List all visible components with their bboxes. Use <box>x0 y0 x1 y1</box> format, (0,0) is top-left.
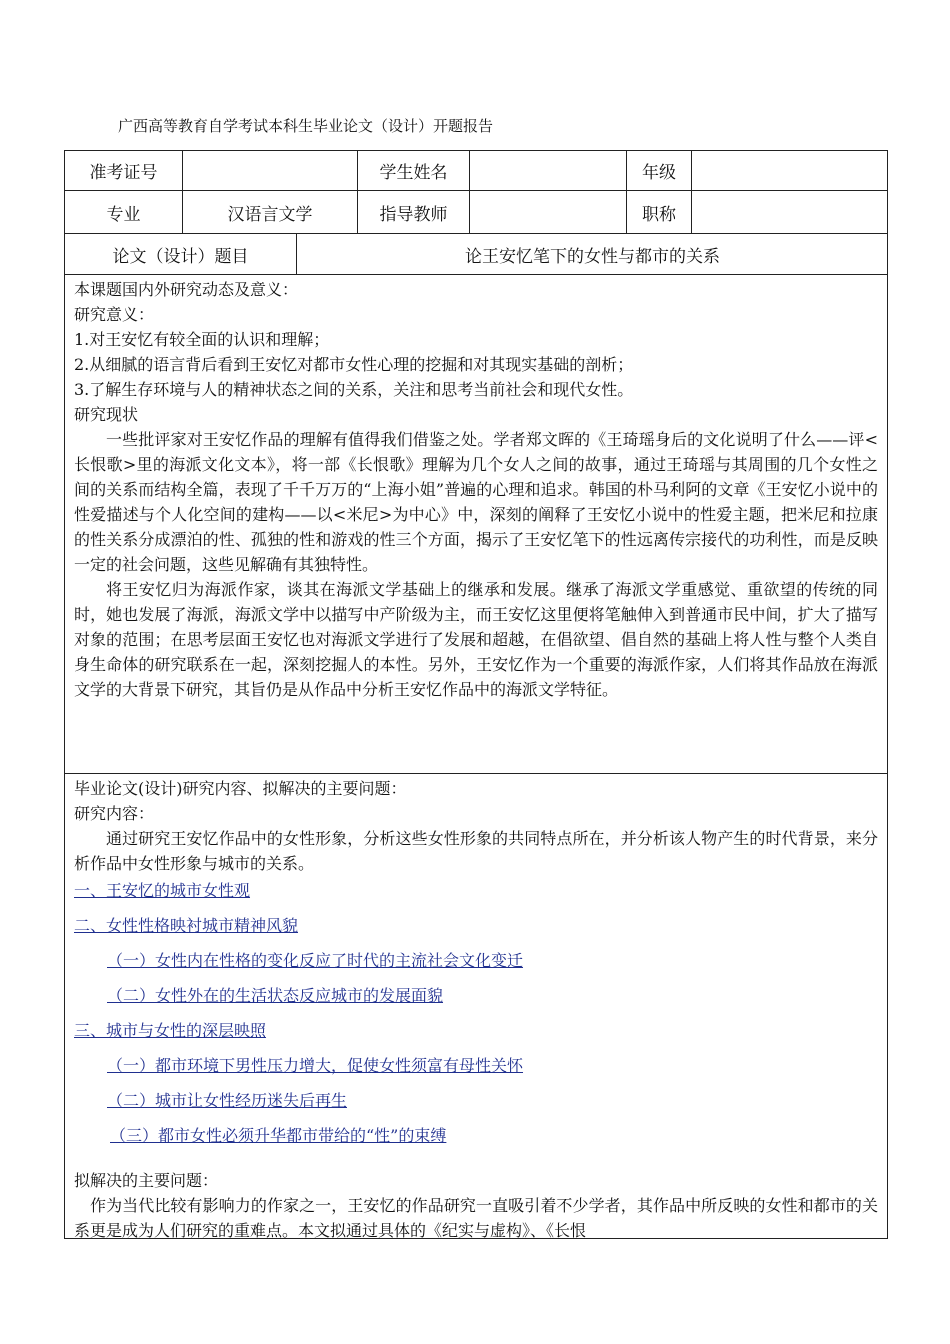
status-label: 研究现状 <box>74 405 139 424</box>
section-heading: 本课题国内外研究动态及意义： <box>74 280 299 299</box>
row-divider <box>65 274 887 275</box>
status-paragraph: 一些批评家对王安忆作品的理解有值得我们借鉴之处。学者郑文晖的《王琦瑶身后的文化说明了什么——评<长恨歌>里的海派文化文本》，将一部《长恨歌》理解为几个女人之间的故事，通过王琦瑶与其周围的几个女性之间的关系而结构全篇，表现了千千万万的“上海小姐”普遍的心理和追求。韩国的朴马利阿的文章《王安忆小说中的性爱描述与个人化空间的建构——以<米尼>为中心》中，深刻的阐释了王安忆小说中的性爱主题，把米尼和拉康的性关系分成漂泊的性、孤独的性和游戏的性三个方面，揭示了王安忆笔下的性远离传宗接代的功利性，而是反映一定的社会问题，这些见解确有其独特性。 <box>74 430 878 574</box>
grade-label: 年级 <box>642 163 676 183</box>
significance-point: 2.从细腻的语言背后看到王安忆对都市女性心理的挖掘和对其现实基础的剖析； <box>74 355 634 374</box>
problems-label: 拟解决的主要问题： <box>74 1171 219 1190</box>
thesis-title-label: 论文（设计）题目 <box>112 246 249 267</box>
major-label: 专业 <box>106 204 141 225</box>
title-rank-field[interactable] <box>692 191 888 233</box>
problems-paragraph: 作为当代比较有影响力的作家之一，王安忆的作品研究一直吸引着不少学者，其作品中所反映的女性和都市的关系更是成为人们研究的重难点。本文拟通过具体的《纪实与虚构》、《长恨 <box>74 1196 878 1240</box>
section-divider <box>65 773 887 774</box>
title-rank-label: 职称 <box>642 204 676 225</box>
proposal-form <box>64 150 888 1239</box>
status-paragraph: 将王安忆归为海派作家，谈其在海派文学基础上的继承和发展。继承了海派文学重感觉、重欲望的传统的同时，她也发展了海派，海派文学中以描写中产阶级为主，而王安忆这里便将笔触伸入到普通市民中间，扩大了描写对象的范围；在思考层面王安忆也对海派文学进行了发展和超越，在倡欲望、倡自然的基础上将人性与整个人类自身生命体的研究联系在一起，深刻挖掘人的本性。另外，王安忆作为一个重要的海派作家，人们将其作品放在海派文学的大背景下研究，其旨仍是从作品中分析王安忆作品中的海派文学特征。 <box>74 580 878 699</box>
significance-point: 1.对王安忆有较全面的认识和理解； <box>74 330 330 349</box>
advisor-field[interactable] <box>470 191 626 233</box>
outline-link[interactable]: （二）女性外在的生活状态反应城市的发展面貌 <box>107 986 444 1005</box>
exam-number-field[interactable] <box>183 151 357 190</box>
major-field: 汉语言文学 <box>227 204 313 225</box>
page-header-title: 广西高等教育自学考试本科生毕业论文（设计）开题报告 <box>118 117 494 135</box>
content-label: 研究内容： <box>74 804 155 823</box>
research-content-section <box>74 776 878 1243</box>
content-paragraph: 通过研究王安忆作品中的女性形象，分析这些女性形象的共同特点所在，并分析该人物产生的时代背景，来分析作品中女性形象与城市的关系。 <box>74 829 878 873</box>
student-name-field[interactable] <box>470 151 626 190</box>
outline-link[interactable]: （二）城市让女性经历迷失后再生 <box>107 1091 348 1110</box>
outline-link[interactable]: 一、王安忆的城市女性观 <box>74 881 251 900</box>
thesis-title-value: 论王安忆笔下的女性与都市的关系 <box>465 246 720 267</box>
grade-field[interactable] <box>692 151 888 190</box>
outline-link[interactable]: （一）都市环境下男性压力增大，促使女性须富有母性关怀 <box>107 1056 524 1075</box>
outline-link[interactable]: （三）都市女性必须升华都市带给的“性”的束缚 <box>110 1126 447 1145</box>
significance-label: 研究意义： <box>74 305 155 324</box>
exam-number-label: 准考证号 <box>89 163 158 183</box>
advisor-label: 指导教师 <box>379 204 448 225</box>
outline-link[interactable]: 三、城市与女性的深层映照 <box>74 1021 267 1040</box>
outline-link[interactable]: （一）女性内在性格的变化反应了时代的主流社会文化变迁 <box>107 951 524 970</box>
research-background-section <box>74 277 878 702</box>
significance-point: 3.了解生存环境与人的精神状态之间的关系，关注和思考当前社会和现代女性。 <box>74 380 634 399</box>
outline-link[interactable]: 二、女性性格映衬城市精神风貌 <box>74 916 299 935</box>
student-name-label: 学生姓名 <box>379 163 448 183</box>
section-heading: 毕业论文(设计)研究内容、拟解决的主要问题： <box>74 779 407 798</box>
